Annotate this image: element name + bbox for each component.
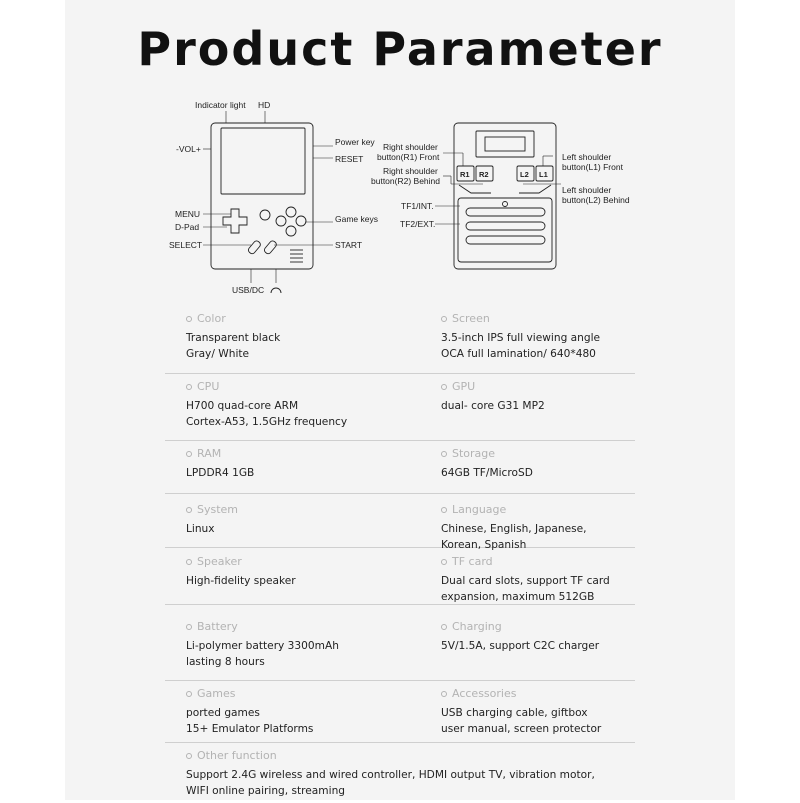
label-usb: USB/DC [232, 285, 265, 295]
spec-cpu [186, 376, 401, 430]
label-game-keys: Game keys [335, 214, 378, 224]
button-r1-label: R1 [460, 170, 470, 179]
spec-tf-card [441, 551, 641, 605]
label-tf2: TF2/EXT. [400, 219, 436, 229]
spec-row [165, 681, 635, 743]
spec-label: Speaker [197, 555, 242, 568]
spec-other-function [186, 745, 626, 799]
spec-value: dual- core G31 MP2 [441, 400, 545, 412]
spec-value: Transparent black Gray/ White [186, 332, 281, 360]
spec-label: Battery [197, 620, 238, 633]
label-indicator: Indicator light [195, 100, 246, 110]
label-reset: RESET [335, 154, 364, 164]
label-r2-line2: button(R2) Behind [371, 176, 440, 186]
spec-value: High-fidelity speaker [186, 575, 296, 587]
button-l2-label: L2 [520, 170, 529, 179]
spec-table [165, 308, 635, 803]
label-l2-line1: Left shoulder [562, 185, 612, 195]
label-vol: -VOL+ [176, 144, 201, 154]
device-diagram [65, 0, 735, 300]
spec-row [165, 548, 635, 605]
spec-label: GPU [452, 380, 476, 393]
spec-row [165, 441, 635, 494]
spec-value: USB charging cable, giftbox user manual, screen protector [441, 707, 602, 735]
label-hd: HD [258, 100, 271, 110]
button-l1-label: L1 [539, 170, 548, 179]
spec-row [165, 308, 635, 374]
page-title: Product Parameter [137, 22, 663, 76]
spec-accessories [441, 683, 641, 737]
label-l1-line1: Left shoulder [562, 152, 612, 162]
spec-battery [186, 616, 401, 670]
spec-charging [441, 616, 641, 654]
spec-color [186, 308, 401, 362]
spec-label: Games [197, 687, 236, 700]
label-power: Power key [335, 137, 375, 147]
spec-label: System [197, 503, 239, 516]
spec-value: Support 2.4G wireless and wired controller, HDMI output TV, vibration motor, WIFI online pairing, streaming [186, 769, 595, 797]
spec-value: 5V/1.5A, support C2C charger [441, 640, 600, 652]
spec-value: ported games 15+ Emulator Platforms [186, 707, 314, 735]
spec-label: TF card [452, 555, 493, 568]
spec-row-other [165, 743, 635, 803]
front-view [211, 123, 313, 293]
spec-value: Dual card slots, support TF card expansion, maximum 512GB [441, 575, 610, 603]
spec-storage [441, 443, 641, 481]
label-select: SELECT [169, 240, 203, 250]
spec-label: Accessories [452, 687, 517, 700]
spec-speaker [186, 551, 401, 589]
label-dpad: D-Pad [175, 222, 200, 232]
spec-label: Storage [452, 447, 496, 460]
label-l2-line2: button(L2) Behind [562, 195, 630, 205]
spec-value: Chinese, English, Japanese, Korean, Spanish [441, 523, 587, 551]
label-tf1: TF1/INT. [401, 201, 434, 211]
label-r2-line1: Right shoulder [383, 166, 438, 176]
spec-screen [441, 308, 641, 362]
spec-value: 3.5-inch IPS full viewing angle OCA full lamination/ 640*480 [441, 332, 601, 360]
spec-label: CPU [197, 380, 220, 393]
spec-value: Li-polymer battery 3300mAh lasting 8 hours [186, 640, 339, 668]
spec-ram [186, 443, 401, 481]
back-view [454, 123, 556, 269]
spec-label: Screen [452, 312, 490, 325]
product-page [65, 0, 735, 800]
spec-value: LPDDR4 1GB [186, 467, 255, 479]
spec-row [165, 605, 635, 681]
label-r1-line2: button(R1) Front [377, 152, 440, 162]
spec-label: Color [197, 312, 226, 325]
spec-value: Linux [186, 523, 215, 535]
button-r2-label: R2 [479, 170, 489, 179]
label-start: START [335, 240, 363, 250]
spec-label: RAM [197, 447, 222, 460]
spec-value: H700 quad-core ARM Cortex-A53, 1.5GHz frequency [186, 400, 348, 428]
spec-games [186, 683, 401, 737]
spec-system [186, 499, 401, 537]
front-leader-lines [203, 111, 333, 283]
label-r1-line1: Right shoulder [383, 142, 438, 152]
spec-label: Language [452, 503, 507, 516]
label-menu: MENU [175, 209, 201, 219]
spec-row [165, 494, 635, 551]
spec-value: 64GB TF/MicroSD [441, 467, 533, 479]
spec-gpu [441, 376, 641, 414]
spec-row [165, 374, 635, 441]
spec-language [441, 499, 641, 553]
label-l1-line2: button(L1) Front [562, 162, 623, 172]
spec-label: Other function [197, 749, 277, 762]
spec-label: Charging [452, 620, 502, 633]
